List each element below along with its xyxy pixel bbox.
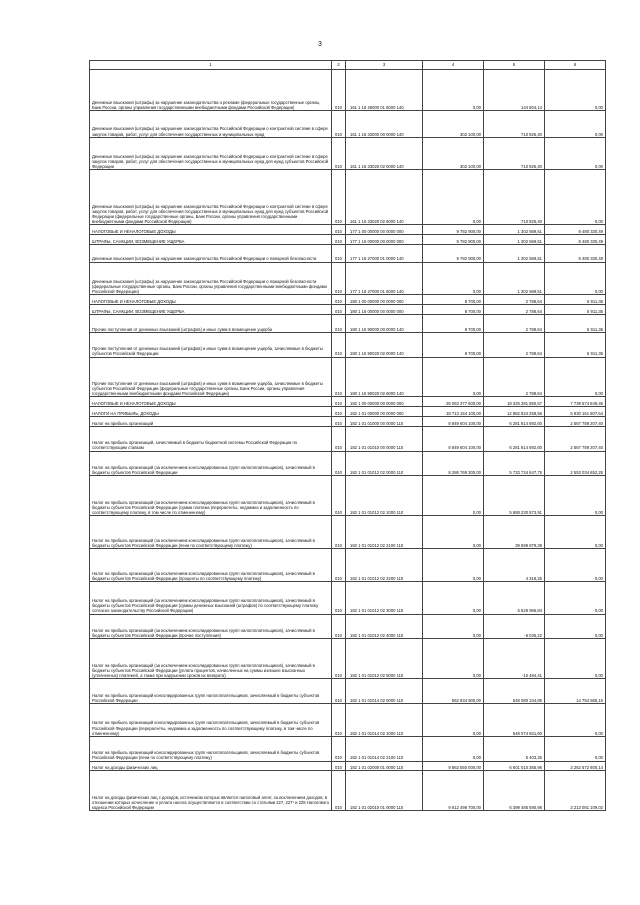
- row-name: Денежные взыскания (штрафы) за нарушение законодательства о рекламе (федеральные государственные органы, Банк России, органы управления государственными внебюджетными фондами Российской Федерации): [90, 70, 332, 111]
- row-name: НАЛОГОВЫЕ И НЕНАЛОГОВЫЕ ДОХОДЫ: [90, 397, 332, 407]
- table-row: [90, 516, 606, 549]
- table-row: [90, 332, 606, 357]
- row-plan: 0,00: [423, 70, 484, 111]
- row-remaining: 3 213 081 109,02: [545, 771, 606, 811]
- table-row: [90, 314, 606, 332]
- row-code: 010: [332, 397, 346, 407]
- row-name: Налог на прибыль организаций (за исключением консолидированных групп налогоплательщиков), зачисляемый в бюджеты субъектов Российской Федерации (пени по соответствующему платежу): [90, 516, 332, 549]
- row-code: 010: [332, 416, 346, 426]
- table-row: [90, 639, 606, 679]
- row-plan: 0,00: [423, 357, 484, 397]
- row-name: Прочие поступления от денежных взысканий (штрафов) и иных сумм в возмещение ущерба, зачисляемые в бюджеты субъектов Российской Федерации (федеральные государственные органы, Банк России, органы управления государственными внебюджетными фондами Российской Федерации): [90, 357, 332, 397]
- row-code: 010: [332, 70, 346, 111]
- row-remaining: 3 262 572 600,14: [545, 761, 606, 771]
- row-name: Налог на прибыль организаций: [90, 416, 332, 426]
- table-header: [90, 61, 606, 70]
- row-code: 010: [332, 110, 346, 137]
- row-executed: 39 599 679,38: [484, 516, 545, 549]
- row-remaining: 0,00: [545, 110, 606, 137]
- row-name: НАЛОГИ НА ПРИБЫЛЬ, ДОХОДЫ: [90, 407, 332, 417]
- row-kbk: 180 1 16 90000 00 0000 140: [346, 314, 423, 332]
- row-plan: 0,00: [423, 639, 484, 679]
- row-code: 010: [332, 137, 346, 170]
- row-plan: 0,00: [423, 581, 484, 614]
- table-row: [90, 679, 606, 704]
- row-remaining: 0,00: [545, 736, 606, 761]
- table-row: [90, 451, 606, 476]
- row-plan: 0,00: [423, 703, 484, 736]
- row-executed: 6 601 010 365,96: [484, 761, 545, 771]
- row-kbk: 177 1 16 00000 00 0000 000: [346, 234, 423, 244]
- row-name: Налог на прибыль организаций (за исключением консолидированных групп налогоплательщиков), зачисляемый в бюджеты субъектов Российской Федерации (сумма платежа (перерасчеты, недоимка и задолженность по соответствующему платежу, в том числе по отмененному): [90, 476, 332, 516]
- page-number: 3: [318, 41, 322, 48]
- row-name: Денежные взыскания (штрафы) за нарушение законодательства Российской Федерации о контрактной системе в сфере закупок товаров, работ, услуг для обеспечения государственных и муниципальных нужд для нужд субъектов Российской Федерации: [90, 137, 332, 170]
- table-row: [90, 225, 606, 235]
- row-kbk: 182 1 01 01000 00 0000 110: [346, 416, 423, 426]
- row-kbk: 182 1 01 02000 01 0000 110: [346, 761, 423, 771]
- row-kbk: 182 1 01 01010 00 0000 110: [346, 426, 423, 451]
- table-row: [90, 305, 606, 315]
- row-kbk: 182 1 01 01014 02 0000 110: [346, 679, 423, 704]
- row-name: ШТРАФЫ, САНКЦИИ, ВОЗМЕЩЕНИЕ УЩЕРБА: [90, 234, 332, 244]
- row-remaining: 2 567 789 207,40: [545, 416, 606, 426]
- row-remaining: 8 480 330,49: [545, 225, 606, 235]
- row-name: Налог на прибыль организаций консолидированных групп налогоплательщиков, зачисляемый в бюджеты субъектов Российской Федерации (пени по соответствующему платежу): [90, 736, 332, 761]
- header-cell: 6: [545, 61, 606, 70]
- row-code: 010: [332, 314, 346, 332]
- row-code: 010: [332, 357, 346, 397]
- table-row: [90, 295, 606, 305]
- row-plan: 8 700,00: [423, 314, 484, 332]
- row-kbk: 180 1 16 00000 00 0000 000: [346, 305, 423, 315]
- row-remaining: 0,00: [545, 357, 606, 397]
- table-row: [90, 407, 606, 417]
- row-plan: 302 100,00: [423, 137, 484, 170]
- row-kbk: 182 1 01 01014 02 2100 110: [346, 736, 423, 761]
- row-code: 010: [332, 234, 346, 244]
- row-remaining: 5 911,36: [545, 305, 606, 315]
- row-executed: 2 788,64: [484, 357, 545, 397]
- row-code: 010: [332, 548, 346, 581]
- table-row: [90, 426, 606, 451]
- row-remaining: 2 553 034 652,25: [545, 451, 606, 476]
- row-plan: 0,00: [423, 170, 484, 225]
- row-name: Налог на прибыль организаций консолидированных групп налогоплательщиков, зачисляемый в бюджеты субъектов Российской Федерации (перерасчеты, недоимка и задолженность по соответствующему платежу, в том числе по отмененному): [90, 703, 332, 736]
- row-plan: 0,00: [423, 614, 484, 639]
- row-name: ШТРАФЫ, САНКЦИИ, ВОЗМЕЩЕНИЕ УЩЕРБА: [90, 305, 332, 315]
- row-name: Налог на прибыль организаций, зачисляемый в бюджеты бюджетной системы Российской Федерации по соответствующим ставкам: [90, 426, 332, 451]
- row-remaining: 8 480 330,49: [545, 234, 606, 244]
- row-executed: 710 925,40: [484, 137, 545, 170]
- row-name: Денежные взыскания (штрафы) за нарушение законодательства Российской Федерации о пожарной безопасности: [90, 244, 332, 262]
- row-name: Налог на доходы физических лиц: [90, 761, 332, 771]
- row-executed: 548 074 841,60: [484, 703, 545, 736]
- row-kbk: 182 1 01 01012 02 0000 110: [346, 451, 423, 476]
- table-row: [90, 548, 606, 581]
- row-executed: 144 604,14: [484, 70, 545, 111]
- row-plan: 8 849 604 100,00: [423, 426, 484, 451]
- row-code: 010: [332, 451, 346, 476]
- row-kbk: 180 1 16 90020 02 6000 140: [346, 357, 423, 397]
- row-code: 010: [332, 262, 346, 295]
- row-plan: 8 700,00: [423, 295, 484, 305]
- row-remaining: 0,00: [545, 137, 606, 170]
- row-kbk: 182 1 01 01012 02 3000 110: [346, 581, 423, 614]
- row-remaining: 0,00: [545, 639, 606, 679]
- revenue-table: [89, 60, 606, 811]
- table-row: [90, 357, 606, 397]
- row-executed: 548 080 244,85: [484, 679, 545, 704]
- row-executed: 2 788,64: [484, 314, 545, 332]
- row-kbk: 182 1 00 00000 00 0000 000: [346, 397, 423, 407]
- row-kbk: 180 1 00 00000 00 0000 000: [346, 295, 423, 305]
- row-executed: 6 399 485 590,98: [484, 771, 545, 811]
- row-code: 010: [332, 426, 346, 451]
- row-code: 010: [332, 225, 346, 235]
- table-row: [90, 761, 606, 771]
- row-code: 010: [332, 614, 346, 639]
- table-row: [90, 234, 606, 244]
- row-plan: 9 782 900,00: [423, 225, 484, 235]
- row-kbk: 161 1 16 26000 01 6000 140: [346, 70, 423, 111]
- row-executed: 2 788,64: [484, 305, 545, 315]
- table-row: [90, 581, 606, 614]
- row-remaining: 5 911,36: [545, 295, 606, 305]
- row-remaining: 0,00: [545, 262, 606, 295]
- row-plan: 0,00: [423, 262, 484, 295]
- row-kbk: 182 1 01 01014 02 1000 110: [346, 703, 423, 736]
- row-name: Денежные взыскания (штрафы) за нарушение законодательства Российской Федерации о контрактной системе в сфере закупок товаров, работ, услуг для обеспечения государственных и муниципальных нужд для нужд субъектов Российской Федерации (федеральные государственные органы, Банк России, органы управления государственными внебюджетными фондами Российской Федерации): [90, 170, 332, 225]
- row-executed: 4 318,25: [484, 548, 545, 581]
- row-plan: 302 100,00: [423, 110, 484, 137]
- row-name: Налог на прибыль организаций (за исключением консолидированных групп налогоплательщиков), зачисляемый в бюджеты субъектов Российской Федерации (уплата процентов, начисленных на суммы излишне взысканных (уплаченных) платежей, а также при нарушении сроков их возврата): [90, 639, 332, 679]
- row-name: НАЛОГОВЫЕ И НЕНАЛОГОВЫЕ ДОХОДЫ: [90, 295, 332, 305]
- row-remaining: 0,00: [545, 170, 606, 225]
- row-remaining: 0,00: [545, 614, 606, 639]
- row-remaining: 5 911,36: [545, 314, 606, 332]
- row-plan: 8 286 769 300,00: [423, 451, 484, 476]
- row-plan: 8 700,00: [423, 305, 484, 315]
- table-row: [90, 110, 606, 137]
- row-executed: 2 788,64: [484, 295, 545, 305]
- table-row: [90, 244, 606, 262]
- table-row: [90, 262, 606, 295]
- table-row: [90, 70, 606, 111]
- row-name: Прочие поступления от денежных взысканий (штрафов) и иных сумм в возмещение ущерба, зачисляемые в бюджеты субъектов Российской Федерации: [90, 332, 332, 357]
- row-code: 010: [332, 639, 346, 679]
- row-plan: 8 849 604 100,00: [423, 416, 484, 426]
- table-row: [90, 476, 606, 516]
- table-row: [90, 703, 606, 736]
- row-remaining: 5 830 161 807,64: [545, 407, 606, 417]
- row-plan: 9 863 550 000,00: [423, 761, 484, 771]
- row-remaining: 0,00: [545, 581, 606, 614]
- table-row: [90, 736, 606, 761]
- row-kbk: 182 1 01 01012 02 2100 110: [346, 516, 423, 549]
- row-code: 010: [332, 407, 346, 417]
- table-row: [90, 170, 606, 225]
- row-name: Денежные взыскания (штрафы) за нарушение законодательства Российской Федерации о контрактной системе в сфере закупок товаров, работ, услуг для обеспечения государственных и муниципальных нужд: [90, 110, 332, 137]
- row-code: 010: [332, 476, 346, 516]
- row-code: 010: [332, 244, 346, 262]
- row-plan: 0,00: [423, 548, 484, 581]
- row-name: Налог на доходы физических лиц с доходов, источником которых является налоговый агент, за исключением доходов, в отношении которых исчисление и уплата налога осуществляются в соответствии со статьями 227, 227¹ и 228 Налогового кодекса Российской Федерации: [90, 771, 332, 811]
- header-cell: 5: [484, 61, 545, 70]
- row-plan: 9 782 900,00: [423, 244, 484, 262]
- row-executed: 5 403,25: [484, 736, 545, 761]
- table-row: [90, 771, 606, 811]
- row-remaining: 0,00: [545, 70, 606, 111]
- row-remaining: 0,00: [545, 476, 606, 516]
- row-kbk: 182 1 01 01012 02 5000 110: [346, 639, 423, 679]
- row-code: 010: [332, 736, 346, 761]
- row-remaining: 7 739 574 849,46: [545, 397, 606, 407]
- header-cell: 1: [90, 61, 332, 70]
- row-code: 010: [332, 703, 346, 736]
- row-kbk: 161 1 16 33020 02 0000 140: [346, 137, 423, 170]
- row-plan: 26 063 377 600,00: [423, 397, 484, 407]
- row-plan: 0,00: [423, 516, 484, 549]
- row-kbk: 182 1 01 01012 02 4000 110: [346, 614, 423, 639]
- table-row: [90, 137, 606, 170]
- row-name: Денежные взыскания (штрафы) за нарушение законодательства Российской Федерации о пожарной безопасности (федеральные государственные органы, Банк России, органы управления государственными внебюджетными фондами Российской Федерации): [90, 262, 332, 295]
- row-kbk: 161 1 16 33000 00 0000 140: [346, 110, 423, 137]
- row-plan: 18 713 154 100,00: [423, 407, 484, 417]
- row-code: 010: [332, 170, 346, 225]
- row-code: 010: [332, 295, 346, 305]
- row-executed: -6 035,22: [484, 614, 545, 639]
- row-executed: 1 302 569,51: [484, 262, 545, 295]
- row-kbk: 182 1 01 01012 02 2200 110: [346, 548, 423, 581]
- row-code: 010: [332, 516, 346, 549]
- row-code: 010: [332, 761, 346, 771]
- row-remaining: 0,00: [545, 516, 606, 549]
- row-remaining: 14 754 555,15: [545, 679, 606, 704]
- row-remaining: 0,00: [545, 548, 606, 581]
- row-code: 010: [332, 679, 346, 704]
- row-plan: 8 700,00: [423, 332, 484, 357]
- row-kbk: 177 1 00 00000 00 0000 000: [346, 225, 423, 235]
- row-kbk: 177 1 16 27000 01 0000 140: [346, 244, 423, 262]
- row-name: Прочие поступления от денежных взысканий (штрафов) и иных сумм в возмещение ущерба: [90, 314, 332, 332]
- row-code: 010: [332, 771, 346, 811]
- row-name: НАЛОГОВЫЕ И НЕНАЛОГОВЫЕ ДОХОДЫ: [90, 225, 332, 235]
- row-name: Налог на прибыль организаций (за исключением консолидированных групп налогоплательщиков), зачисляемый в бюджеты субъектов Российской Федерации (прочие поступления): [90, 614, 332, 639]
- row-remaining: 8 480 330,49: [545, 244, 606, 262]
- row-plan: 9 782 900,00: [423, 234, 484, 244]
- row-executed: -10 484,41: [484, 639, 545, 679]
- header-cell: 4: [423, 61, 484, 70]
- row-executed: 5 628 966,84: [484, 581, 545, 614]
- row-kbk: 182 1 01 01012 02 1000 110: [346, 476, 423, 516]
- row-remaining: 0,00: [545, 703, 606, 736]
- header-cell: 2: [332, 61, 346, 70]
- table-row: [90, 614, 606, 639]
- row-executed: 6 281 814 892,60: [484, 426, 545, 451]
- row-kbk: 180 1 16 90020 02 0000 140: [346, 332, 423, 357]
- row-executed: 1 302 569,51: [484, 244, 545, 262]
- row-executed: 5 733 734 647,75: [484, 451, 545, 476]
- row-plan: 562 834 800,00: [423, 679, 484, 704]
- row-code: 010: [332, 581, 346, 614]
- row-executed: 710 925,40: [484, 110, 545, 137]
- row-executed: 2 788,64: [484, 332, 545, 357]
- table-row: [90, 416, 606, 426]
- row-plan: 0,00: [423, 736, 484, 761]
- row-remaining: 2 567 789 207,40: [545, 426, 606, 451]
- row-executed: 6 281 814 892,60: [484, 416, 545, 426]
- row-remaining: 5 911,36: [545, 332, 606, 357]
- row-kbk: 161 1 16 33020 02 6000 140: [346, 170, 423, 225]
- row-name: Налог на прибыль организаций консолидированных групп налогоплательщиков, зачисляемый в бюджеты субъектов Российской Федерации: [90, 679, 332, 704]
- row-code: 010: [332, 305, 346, 315]
- row-plan: 9 612 496 700,00: [423, 771, 484, 811]
- row-executed: 5 688 230 873,91: [484, 476, 545, 516]
- row-executed: 1 302 569,51: [484, 234, 545, 244]
- row-executed: 1 302 569,51: [484, 225, 545, 235]
- row-kbk: 177 1 16 27000 01 6000 140: [346, 262, 423, 295]
- row-name: Налог на прибыль организаций (за исключением консолидированных групп налогоплательщиков), зачисляемый в бюджеты субъектов Российской Федерации: [90, 451, 332, 476]
- row-executed: 18 325 281 850,57: [484, 397, 545, 407]
- row-kbk: 182 1 01 00000 00 0000 000: [346, 407, 423, 417]
- row-name: Налог на прибыль организаций (за исключением консолидированных групп налогоплательщиков), зачисляемый в бюджеты субъектов Российской Федерации (проценты по соответствующему платежу): [90, 548, 332, 581]
- row-executed: 12 882 824 258,56: [484, 407, 545, 417]
- row-name: Налог на прибыль организаций (за исключением консолидированных групп налогоплательщиков), зачисляемый в бюджеты субъектов Российской Федерации (суммы денежных взысканий (штрафов) по соответствующему платежу согласно законодательству Российской Федерации): [90, 581, 332, 614]
- row-code: 010: [332, 332, 346, 357]
- header-cell: 3: [346, 61, 423, 70]
- table-row: [90, 397, 606, 407]
- row-plan: 0,00: [423, 476, 484, 516]
- row-kbk: 182 1 01 02010 01 0000 110: [346, 771, 423, 811]
- row-executed: 710 925,40: [484, 170, 545, 225]
